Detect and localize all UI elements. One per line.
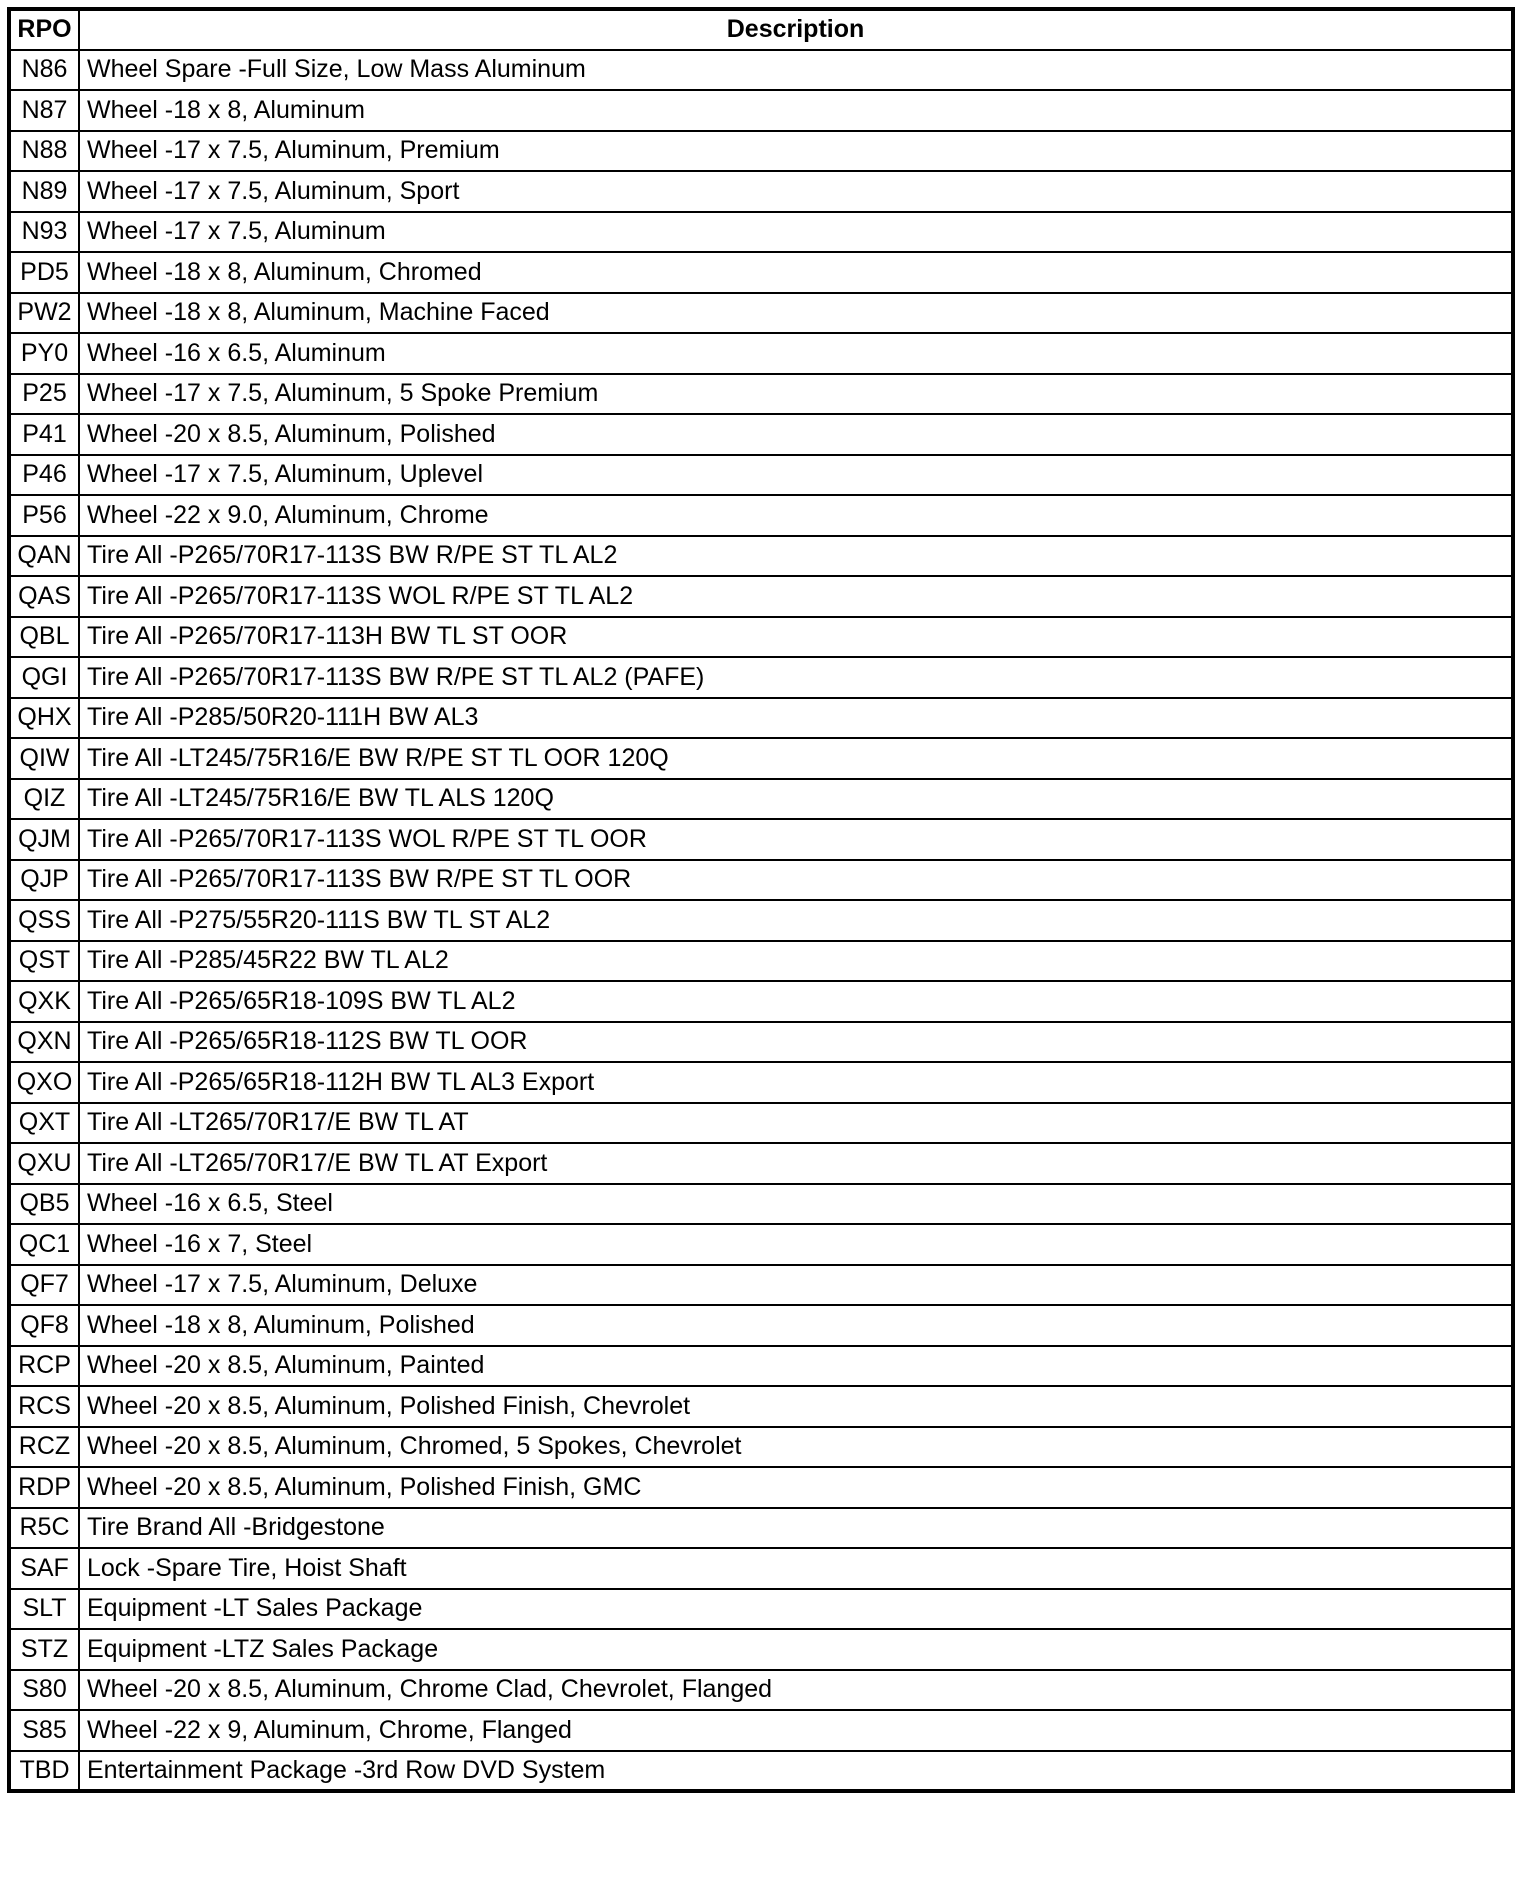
header-row: [9, 9, 1513, 50]
table-row: [9, 1062, 1513, 1103]
rpo-code-cell: QHX: [9, 698, 79, 739]
table-row: [9, 1184, 1513, 1225]
description-cell: Tire All -P265/70R17-113S BW R/PE ST TL OOR: [79, 860, 1513, 901]
table-row: [9, 1265, 1513, 1306]
rpo-code-cell: PW2: [9, 293, 79, 334]
table-row: [9, 1386, 1513, 1427]
description-cell: Tire All -P285/45R22 BW TL AL2: [79, 941, 1513, 982]
rpo-code-cell: QJM: [9, 819, 79, 860]
description-cell: Wheel -18 x 8, Aluminum: [79, 90, 1513, 131]
table-row: [9, 374, 1513, 415]
description-cell: Tire All -LT265/70R17/E BW TL AT: [79, 1103, 1513, 1144]
description-cell: Tire All -LT265/70R17/E BW TL AT Export: [79, 1143, 1513, 1184]
rpo-code-cell: QAS: [9, 576, 79, 617]
description-cell: Wheel -20 x 8.5, Aluminum, Polished Finish, Chevrolet: [79, 1386, 1513, 1427]
table-body: [9, 50, 1513, 1792]
table-row: [9, 738, 1513, 779]
table-row: [9, 1224, 1513, 1265]
rpo-code-cell: QC1: [9, 1224, 79, 1265]
table-row: [9, 1022, 1513, 1063]
table-row: [9, 1629, 1513, 1670]
description-column-header: Description: [79, 9, 1513, 50]
rpo-code-cell: RCZ: [9, 1427, 79, 1468]
rpo-code-cell: RDP: [9, 1467, 79, 1508]
description-cell: Tire All -P265/70R17-113S WOL R/PE ST TL OOR: [79, 819, 1513, 860]
rpo-column-header: RPO: [9, 9, 79, 50]
description-cell: Wheel -16 x 6.5, Aluminum: [79, 333, 1513, 374]
rpo-code-cell: P56: [9, 495, 79, 536]
description-cell: Wheel Spare -Full Size, Low Mass Aluminum: [79, 50, 1513, 91]
table-row: [9, 1305, 1513, 1346]
description-cell: Tire Brand All -Bridgestone: [79, 1508, 1513, 1549]
description-cell: Wheel -17 x 7.5, Aluminum, Deluxe: [79, 1265, 1513, 1306]
table-row: [9, 1427, 1513, 1468]
table-row: [9, 1589, 1513, 1630]
description-cell: Wheel -17 x 7.5, Aluminum, Premium: [79, 131, 1513, 172]
table-row: [9, 536, 1513, 577]
table-row: [9, 333, 1513, 374]
table-row: [9, 698, 1513, 739]
rpo-code-cell: RCS: [9, 1386, 79, 1427]
table-row: [9, 1508, 1513, 1549]
table-row: [9, 1143, 1513, 1184]
rpo-code-cell: QBL: [9, 617, 79, 658]
table-row: [9, 50, 1513, 91]
description-cell: Tire All -P265/70R17-113H BW TL ST OOR: [79, 617, 1513, 658]
table-row: [9, 1710, 1513, 1751]
description-cell: Wheel -16 x 6.5, Steel: [79, 1184, 1513, 1225]
rpo-code-cell: QIW: [9, 738, 79, 779]
table-row: [9, 819, 1513, 860]
table-row: [9, 1751, 1513, 1792]
description-cell: Tire All -LT245/75R16/E BW R/PE ST TL OOR 120Q: [79, 738, 1513, 779]
description-cell: Wheel -18 x 8, Aluminum, Chromed: [79, 252, 1513, 293]
description-cell: Wheel -20 x 8.5, Aluminum, Chrome Clad, Chevrolet, Flanged: [79, 1670, 1513, 1711]
rpo-code-cell: STZ: [9, 1629, 79, 1670]
rpo-code-cell: QIZ: [9, 779, 79, 820]
rpo-code-cell: SLT: [9, 1589, 79, 1630]
rpo-table: [7, 7, 1515, 1793]
description-cell: Tire All -P285/50R20-111H BW AL3: [79, 698, 1513, 739]
rpo-code-cell: SAF: [9, 1548, 79, 1589]
table-row: [9, 495, 1513, 536]
description-cell: Wheel -16 x 7, Steel: [79, 1224, 1513, 1265]
description-cell: Tire All -P265/65R18-109S BW TL AL2: [79, 981, 1513, 1022]
rpo-code-cell: N86: [9, 50, 79, 91]
table-row: [9, 860, 1513, 901]
table-row: [9, 657, 1513, 698]
table-row: [9, 1103, 1513, 1144]
rpo-code-cell: P25: [9, 374, 79, 415]
table-row: [9, 981, 1513, 1022]
rpo-code-cell: N89: [9, 171, 79, 212]
rpo-code-cell: N88: [9, 131, 79, 172]
rpo-code-cell: P46: [9, 455, 79, 496]
rpo-code-cell: QGI: [9, 657, 79, 698]
description-cell: Tire All -P265/70R17-113S BW R/PE ST TL AL2 (PAFE): [79, 657, 1513, 698]
rpo-code-cell: QXN: [9, 1022, 79, 1063]
table-row: [9, 576, 1513, 617]
description-cell: Tire All -P265/65R18-112S BW TL OOR: [79, 1022, 1513, 1063]
rpo-code-cell: TBD: [9, 1751, 79, 1792]
description-cell: Tire All -P275/55R20-111S BW TL ST AL2: [79, 900, 1513, 941]
rpo-code-cell: N93: [9, 212, 79, 253]
description-cell: Wheel -18 x 8, Aluminum, Machine Faced: [79, 293, 1513, 334]
table-header: [9, 9, 1513, 50]
rpo-code-cell: QJP: [9, 860, 79, 901]
table-row: [9, 171, 1513, 212]
description-cell: Wheel -20 x 8.5, Aluminum, Chromed, 5 Spokes, Chevrolet: [79, 1427, 1513, 1468]
table-row: [9, 212, 1513, 253]
rpo-code-cell: QB5: [9, 1184, 79, 1225]
rpo-code-cell: S80: [9, 1670, 79, 1711]
rpo-code-cell: RCP: [9, 1346, 79, 1387]
description-cell: Tire All -LT245/75R16/E BW TL ALS 120Q: [79, 779, 1513, 820]
description-cell: Equipment -LTZ Sales Package: [79, 1629, 1513, 1670]
rpo-code-cell: QF8: [9, 1305, 79, 1346]
rpo-code-cell: PY0: [9, 333, 79, 374]
description-cell: Tire All -P265/70R17-113S WOL R/PE ST TL AL2: [79, 576, 1513, 617]
table-row: [9, 1670, 1513, 1711]
rpo-code-cell: QF7: [9, 1265, 79, 1306]
rpo-code-cell: QXK: [9, 981, 79, 1022]
table-row: [9, 1346, 1513, 1387]
description-cell: Entertainment Package -3rd Row DVD System: [79, 1751, 1513, 1792]
rpo-code-cell: R5C: [9, 1508, 79, 1549]
description-cell: Lock -Spare Tire, Hoist Shaft: [79, 1548, 1513, 1589]
rpo-code-cell: PD5: [9, 252, 79, 293]
rpo-code-cell: S85: [9, 1710, 79, 1751]
table-row: [9, 779, 1513, 820]
table-row: [9, 1548, 1513, 1589]
description-cell: Tire All -P265/65R18-112H BW TL AL3 Export: [79, 1062, 1513, 1103]
table-row: [9, 293, 1513, 334]
description-cell: Wheel -20 x 8.5, Aluminum, Polished: [79, 414, 1513, 455]
rpo-code-cell: QXO: [9, 1062, 79, 1103]
table-row: [9, 131, 1513, 172]
description-cell: Wheel -17 x 7.5, Aluminum, Uplevel: [79, 455, 1513, 496]
rpo-code-cell: QAN: [9, 536, 79, 577]
rpo-code-cell: QSS: [9, 900, 79, 941]
rpo-code-cell: QST: [9, 941, 79, 982]
table-row: [9, 617, 1513, 658]
rpo-code-cell: QXT: [9, 1103, 79, 1144]
rpo-code-cell: N87: [9, 90, 79, 131]
rpo-code-cell: P41: [9, 414, 79, 455]
table-row: [9, 455, 1513, 496]
description-cell: Wheel -20 x 8.5, Aluminum, Painted: [79, 1346, 1513, 1387]
description-cell: Equipment -LT Sales Package: [79, 1589, 1513, 1630]
rpo-code-cell: QXU: [9, 1143, 79, 1184]
description-cell: Wheel -17 x 7.5, Aluminum: [79, 212, 1513, 253]
description-cell: Wheel -17 x 7.5, Aluminum, Sport: [79, 171, 1513, 212]
description-cell: Wheel -20 x 8.5, Aluminum, Polished Finish, GMC: [79, 1467, 1513, 1508]
description-cell: Wheel -22 x 9, Aluminum, Chrome, Flanged: [79, 1710, 1513, 1751]
table-row: [9, 252, 1513, 293]
description-cell: Wheel -18 x 8, Aluminum, Polished: [79, 1305, 1513, 1346]
description-cell: Wheel -22 x 9.0, Aluminum, Chrome: [79, 495, 1513, 536]
table-row: [9, 90, 1513, 131]
description-cell: Tire All -P265/70R17-113S BW R/PE ST TL AL2: [79, 536, 1513, 577]
table-row: [9, 1467, 1513, 1508]
description-cell: Wheel -17 x 7.5, Aluminum, 5 Spoke Premium: [79, 374, 1513, 415]
table-row: [9, 414, 1513, 455]
table-row: [9, 941, 1513, 982]
table-row: [9, 900, 1513, 941]
